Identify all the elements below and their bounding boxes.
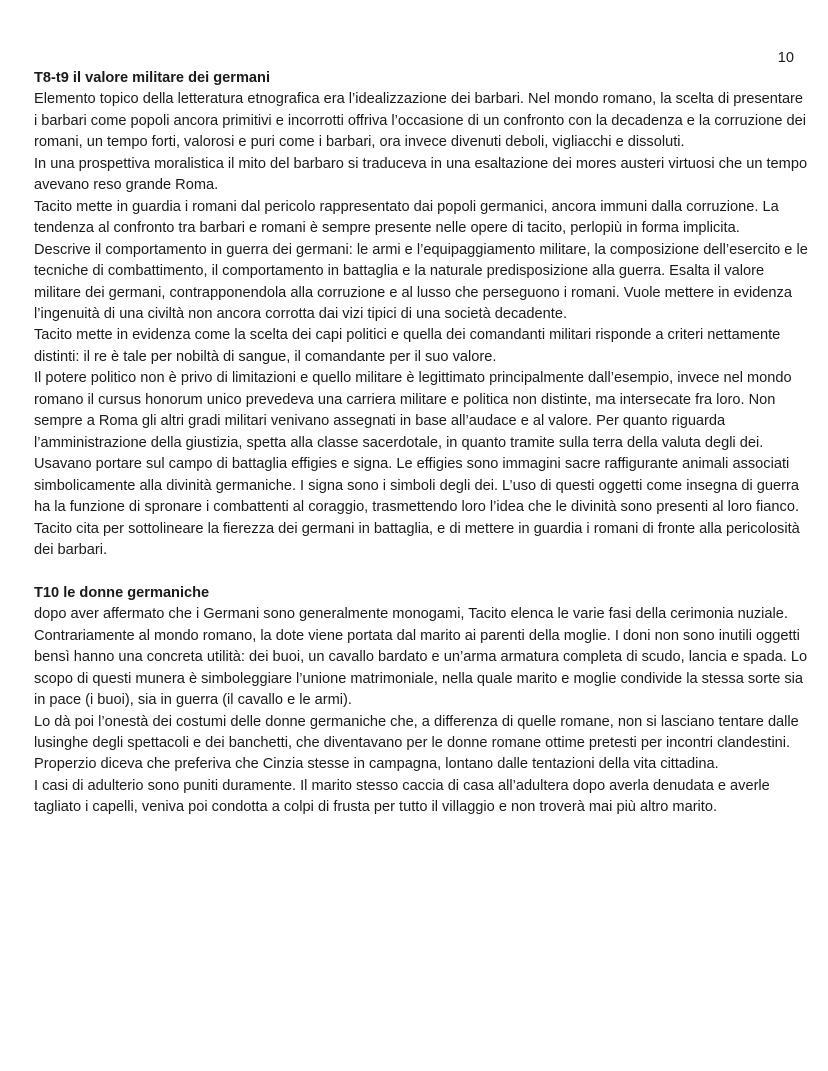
paragraph: Lo dà poi l’onestà dei costumi delle donne germaniche che, a differenza di quelle romane, non si lasciano tentare dalle lusinghe degli spettacoli e dei banchetti, che diventavano per le donne romane ottime pretesti per incontri clandestini. Properzio diceva che preferiva che Cinzia stesse in campagna, lontano dalle tentazioni della vita cittadina. (34, 713, 799, 773)
paragraph: Tacito mette in guardia i romani dal pericolo rappresentato dai popoli germanici, ancora immuni dalla corruzione. La tendenza al confronto tra barbari e romani è sempre presente nelle opere di tacito, perlopiù in forma implicita. (34, 198, 779, 237)
section-spacer (34, 561, 808, 582)
section-title: T8-t9 il valore militare dei germani (34, 70, 271, 86)
section-donne-germaniche (34, 583, 808, 819)
paragraph: Tacito mette in evidenza come la scelta dei capi politici e quella dei comandanti militari risponde a criteri nettamente distinti: il re è tale per nobiltà di sangue, il comandante per il suo valore. (34, 327, 781, 365)
paragraph: dopo aver affermato che i Germani sono generalmente monogami, Tacito elenca le varie fasi della cerimonia nuziale. Contrariamente al mondo romano, la dote viene portata dal marito ai parenti della moglie. I doni non sono inutili oggetti bensì hanno una concreta utilità: dei buoi, un cavallo bardato e un’arma armatura completa di scudo, lancia e spada. Lo scopo di questi munera è simboleggiare l’unione matrimoniale, nella quale marito e moglie condivide la stessa sorte sia in pace (i buoi), sia in guerra (il cavallo e le armi). (34, 606, 808, 709)
paragraph: Usavano portare sul campo di battaglia effigies e signa. Le effigies sono immagini sacre raffigurante animali associati simbolicamente alla divinità germaniche. I signa sono i simboli degli dei. L’uso di questi oggetti come insegna di guerra ha la funzione di spronare i combattenti al coraggio, trasmettendo loro l’idea che le divinità sono presenti al loro fianco. Tacito cita per sottolineare la fierezza dei germani in battaglia, e di mettere in guardia i romani di fronte alla pericolosità dei barbari. (34, 456, 800, 558)
paragraph: Elemento topico della letteratura etnografica era l’idealizzazione dei barbari. Nel mondo romano, la scelta di presentare i barbari come popoli ancora primitivi e incorrotti offriva l’occasione di un confronto con la decadenza e la corruzione dei romani, un tempo forti, valorosi e puri come i barbari, ora invece divenuti deboli, vigliacchi e dissoluti. (34, 91, 806, 151)
page-number: 10 (777, 50, 794, 66)
paragraph: Il potere politico non è privo di limitazioni e quello militare è legittimato principalmente dall’esempio, invece nel mondo romano il cursus honorum unico prevedeva una carriera militare e politica non distinte, ma intersecate fra loro. Non sempre a Roma gli altri gradi militari venivano assegnati in base all’audace e al valore. Per quanto riguarda l’amministrazione della giustizia, spetta alla classe sacerdotale, in quanto tramite sulla terra della valuta degli dei. (34, 370, 792, 451)
section-valore-militare (34, 68, 808, 561)
paragraph: I casi di adulterio sono puniti duramente. Il marito stesso caccia di casa all’adultera dopo averla denudata e averle tagliato i capelli, veniva poi condotta a colpi di frusta per tutto il villaggio e non troverà mai più altro marito. (34, 777, 770, 816)
paragraph: In una prospettiva moralistica il mito del barbaro si traduceva in una esaltazione dei mores austeri virtuosi che un tempo avevano reso grande Roma. (34, 155, 808, 194)
paragraph: Descrive il comportamento in guerra dei germani: le armi e l’equipaggiamento militare, la composizione dell’esercito e le tecniche di combattimento, il comportamento in battaglia e la naturale predisposizione alla guerra. Esalta il valore militare dei germani, contrapponendola alla corruzione e al lusso che perseguono i romani. Vuole mettere in evidenza l’ingenuità di una civiltà non ancora corrotta dai vizi tipici di una società decadente. (34, 241, 808, 322)
section-title: T10 le donne germaniche (34, 584, 210, 601)
